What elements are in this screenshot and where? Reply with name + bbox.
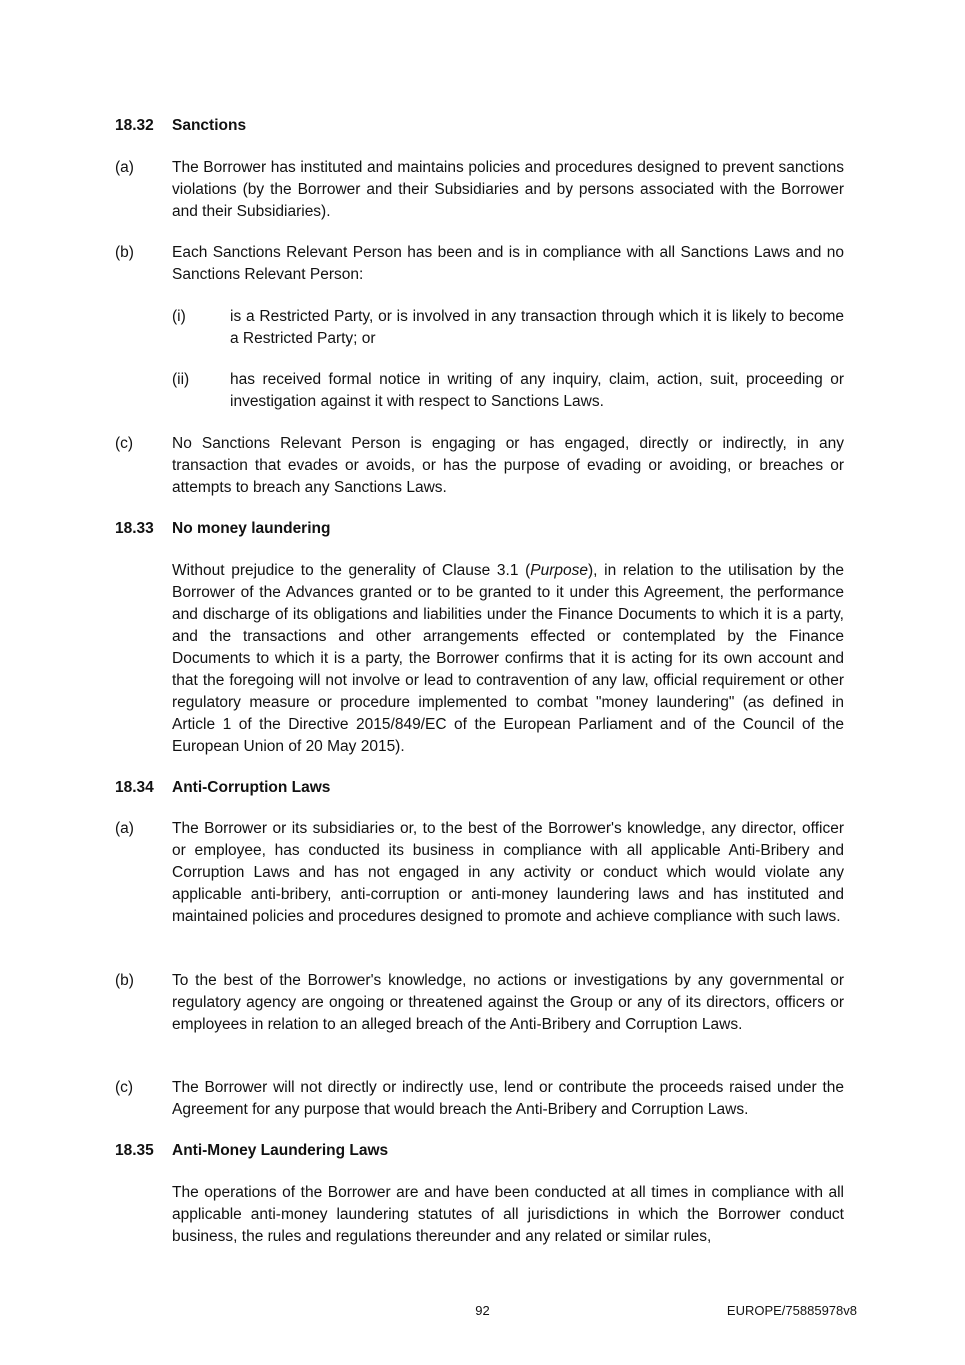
section-title: Sanctions (172, 117, 247, 134)
section-number: 18.32 (115, 117, 154, 134)
defined-term-purpose: Purpose (530, 562, 589, 579)
document-reference: EUROPE/75885978v8 (726, 1303, 857, 1318)
clause-label-b: (b) (115, 244, 134, 261)
money-laundering-paragraph (172, 560, 844, 758)
clause-label-b: (b) (115, 972, 134, 989)
section-heading-18-32 (115, 115, 246, 137)
subclause-text-i: is a Restricted Party, or is involved in any transaction through which it is likely to become a Restricted Party; or (230, 308, 844, 347)
section-title: Anti-Corruption Laws (172, 779, 331, 796)
subclause-text-ii: has received formal notice in writing of any inquiry, claim, action, suit, proceeding or investigation against it with respect to Sanctions Laws. (230, 371, 844, 410)
clause-text-b: To the best of the Borrower's knowledge, no actions or investigations by any governmental or regulatory agency are ongoing or threatened against the Group or any of its directors, officers or employees in relation to an alleged breach of the Anti-Bribery and Corruption Laws. (172, 972, 844, 1033)
paragraph-text-end: ), in relation to the utilisation by the Borrower of the Advances granted or to be granted to it under this Agreement, the performance and discharge of its obligations and liabilities under the Finance Documents to which it is a party, and the transactions and other arrangements effected or contemplated by the Finance Documents to which it is a party, the Borrower confirms that it is acting for its own account and that the foregoing will not involve or lead to contravention of any law, official requirement or other regulatory measure or procedure implemented to combat "money laundering" (as defined in Article 1 of the Directive 2015/849/EC of the European Parliament and of the Council of the European Union of 20 May 2015). (172, 562, 844, 755)
clause-label-c: (c) (115, 1079, 134, 1096)
section-title: No money laundering (172, 520, 331, 537)
clause-text-c: The Borrower will not directly or indirectly use, lend or contribute the proceeds raised under the Agreement for any purpose that would breach the Anti-Bribery and Corruption Laws. (172, 1079, 844, 1118)
subclause-label-ii: (ii) (172, 371, 190, 388)
aml-paragraph: The operations of the Borrower are and have been conducted at all times in compliance with all applicable anti-money laundering statutes of all jurisdictions in which the Borrower conduct business, the rules and regulations thereunder and any related or similar rules, (172, 1184, 844, 1245)
clause-label-c: (c) (115, 435, 134, 452)
clause-text-a: The Borrower has instituted and maintains policies and procedures designed to prevent sanctions violations (by the Borrower and their Subsidiaries and by persons associated with the Borrower and their Subsidiaries). (172, 159, 844, 220)
section-title: Anti-Money Laundering Laws (172, 1142, 389, 1159)
page-number: 92 (475, 1303, 490, 1318)
section-heading-18-33 (115, 518, 330, 540)
clause-text-b: Each Sanctions Relevant Person has been and is in compliance with all Sanctions Laws and no Sanctions Relevant Person: (172, 244, 844, 283)
subclause-label-i: (i) (172, 308, 186, 325)
clause-text-a: The Borrower or its subsidiaries or, to the best of the Borrower's knowledge, any director, officer or employee, has conducted its business in compliance with all applicable Anti-Bribery and Corruption Laws and has not engaged in any activity or conduct which would violate any applicable anti-bribery, anti-corruption or anti-money laundering laws and has instituted and maintained policies and procedures designed to promote and achieve compliance with such laws. (172, 820, 844, 925)
section-number: 18.33 (115, 520, 154, 537)
section-number: 18.34 (115, 779, 154, 796)
paragraph-text-start: Without prejudice to the generality of Clause 3.1 ( (172, 562, 531, 579)
clause-text-c: No Sanctions Relevant Person is engaging or has engaged, directly or indirectly, in any transaction that evades or avoids, or has the purpose of evading or avoiding, or breaches or attempts to breach any Sanctions Laws. (172, 435, 844, 496)
section-number: 18.35 (115, 1142, 154, 1159)
section-heading-18-34 (115, 777, 330, 799)
clause-label-a: (a) (115, 820, 134, 837)
section-heading-18-35 (115, 1140, 388, 1162)
clause-label-a: (a) (115, 159, 134, 176)
